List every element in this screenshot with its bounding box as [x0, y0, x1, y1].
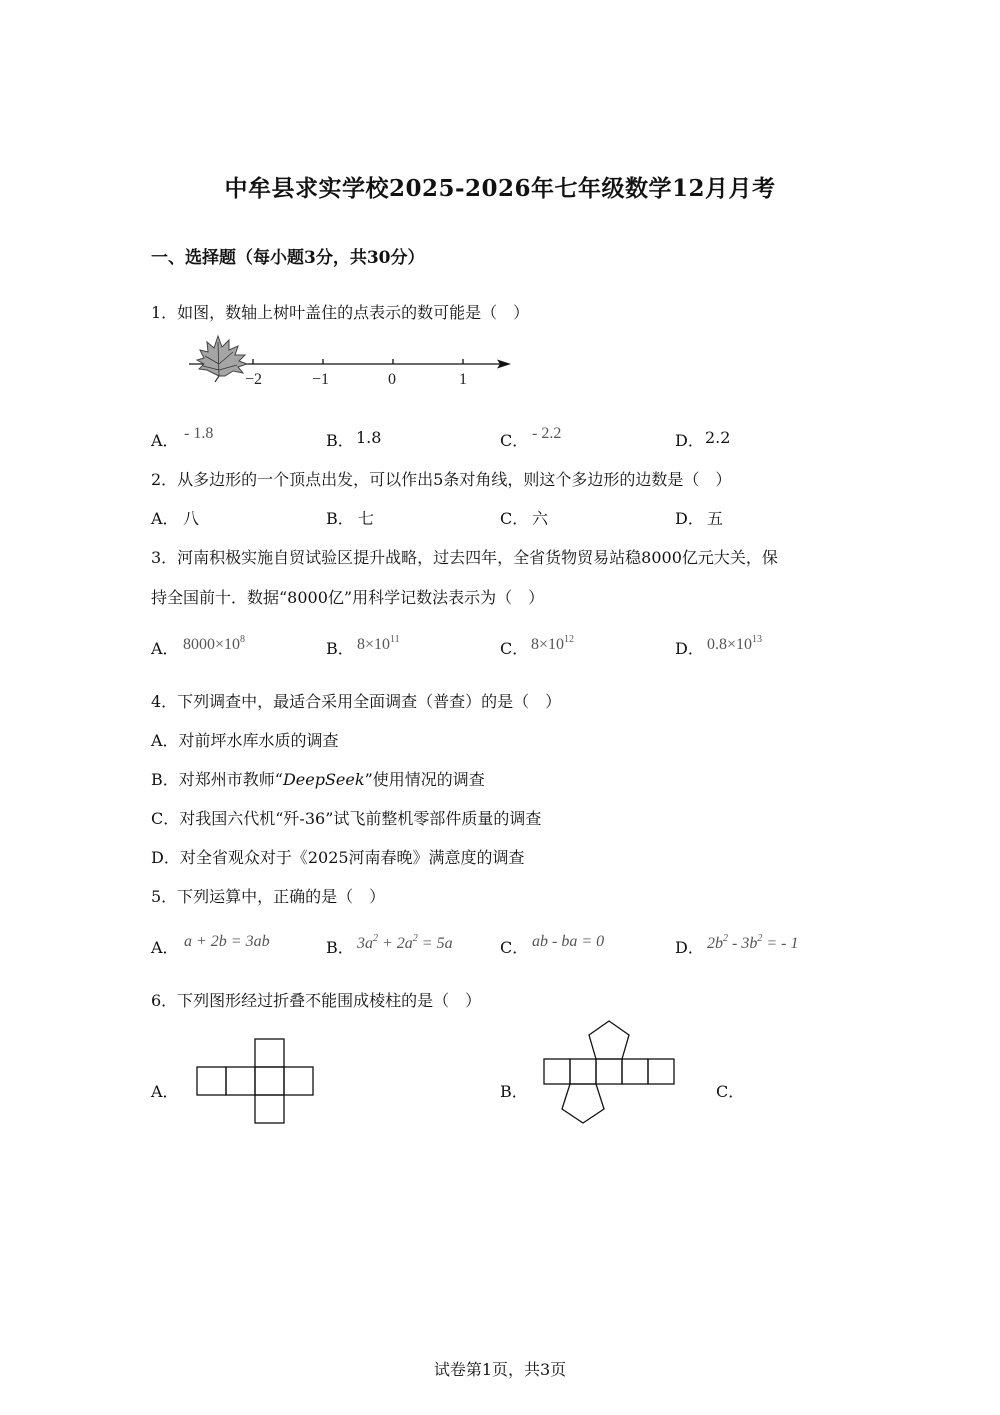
q2-option-d-value: 五 — [707, 509, 724, 528]
section-heading: 一、选择题（每小题3分，共30分） — [151, 248, 425, 268]
q6-option-a-label: A． — [151, 1082, 179, 1101]
q3-option-d-label: D． — [675, 639, 704, 658]
q4-option-d: D．对全省观众对于《2025河南春晚》满意度的调查 — [151, 848, 525, 867]
q1-option-c-value: - 2.2 — [532, 425, 562, 442]
q2-option-c-label: C． — [500, 509, 529, 528]
net-figure-a — [196, 1038, 316, 1126]
q4-option-c: C．对我国六代机“歼-36”试飞前整机零部件质量的调查 — [151, 809, 542, 828]
q2-option-c-value: 六 — [532, 509, 549, 528]
q3-option-b-value: $8\times 10^{11}$ — [357, 634, 400, 653]
axis-label-1: 1 — [459, 371, 467, 388]
q5-option-a-label: A． — [151, 938, 179, 957]
q3-option-c-value: $8\times 10^{12}$ — [531, 634, 575, 653]
question-1-stem: 1．如图，数轴上树叶盖住的点表示的数可能是（ ） — [151, 303, 530, 322]
q1-option-c-label: C． — [500, 431, 529, 450]
q5-option-d-value: $2b^2 - 3b^2$ = - 1 — [707, 933, 799, 952]
question-3-stem-line1: 3．河南积极实施自贸试验区提升战略，过去四年，全省货物贸易站稳8000亿元大关，保 — [151, 548, 778, 567]
q5-option-c-label: C． — [500, 938, 529, 957]
question-2-stem: 2．从多边形的一个顶点出发，可以作出5条对角线，则这个多边形的边数是（ ） — [151, 470, 732, 489]
q3-option-d-value: $0.8\times 10^{13}$ — [707, 634, 763, 653]
net-figure-b — [543, 1020, 675, 1126]
q1-option-a-value: - 1.8 — [184, 425, 214, 442]
q5-option-d-label: D． — [675, 938, 704, 957]
q5-option-c-value: ab - ba = 0 — [532, 933, 605, 950]
q6-option-c-label: C． — [716, 1082, 745, 1101]
q1-option-d-value: 2.2 — [705, 428, 731, 447]
q3-option-a-label: A． — [151, 639, 179, 658]
q1-option-b-value: 1.8 — [356, 428, 382, 447]
axis-label-neg1: −1 — [312, 371, 330, 388]
q5-option-b-value: $3a^2 + 2a^2 = 5a$ — [357, 933, 453, 952]
axis-label-0: 0 — [388, 371, 396, 388]
axis-label-neg2: −2 — [245, 371, 263, 388]
leaf-icon — [197, 336, 247, 382]
q5-option-b-label: B． — [326, 938, 354, 957]
question-4-stem: 4．下列调查中，最适合采用全面调查（普查）的是（ ） — [151, 692, 562, 711]
q1-option-b-label: B． — [326, 431, 354, 450]
q5-option-a-value: a + 2b = 3ab — [184, 933, 270, 950]
q2-option-a-value: 八 — [183, 509, 200, 528]
q4-option-a: A．对前坪水库水质的调查 — [151, 731, 339, 750]
question-6-stem: 6．下列图形经过折叠不能围成棱柱的是（ ） — [151, 991, 482, 1010]
q1-option-d-label: D． — [675, 431, 704, 450]
q3-option-a-value: $8000\times 10^8$ — [183, 634, 246, 653]
q3-option-c-label: C． — [500, 639, 529, 658]
q2-option-d-label: D． — [675, 509, 704, 528]
q3-option-b-label: B． — [326, 639, 354, 658]
q1-option-a-label: A． — [151, 431, 179, 450]
q6-option-b-label: B． — [500, 1082, 528, 1101]
question-3-stem-line2: 持全国前十．数据“8000亿”用科学记数法表示为（ ） — [151, 588, 545, 607]
q2-option-b-value: 七 — [358, 509, 375, 528]
page-footer: 试卷第1页，共3页 — [433, 1360, 567, 1379]
q2-option-a-label: A． — [151, 509, 179, 528]
q2-option-b-label: B． — [326, 509, 354, 528]
page-title: 中牟县求实学校2025-2026年七年级数学12月月考 — [224, 175, 776, 202]
number-line-figure — [185, 330, 525, 392]
q4-option-b: B．对郑州市教师“DeepSeek”使用情况的调查 — [151, 770, 485, 789]
question-5-stem: 5．下列运算中，正确的是（ ） — [151, 887, 386, 906]
